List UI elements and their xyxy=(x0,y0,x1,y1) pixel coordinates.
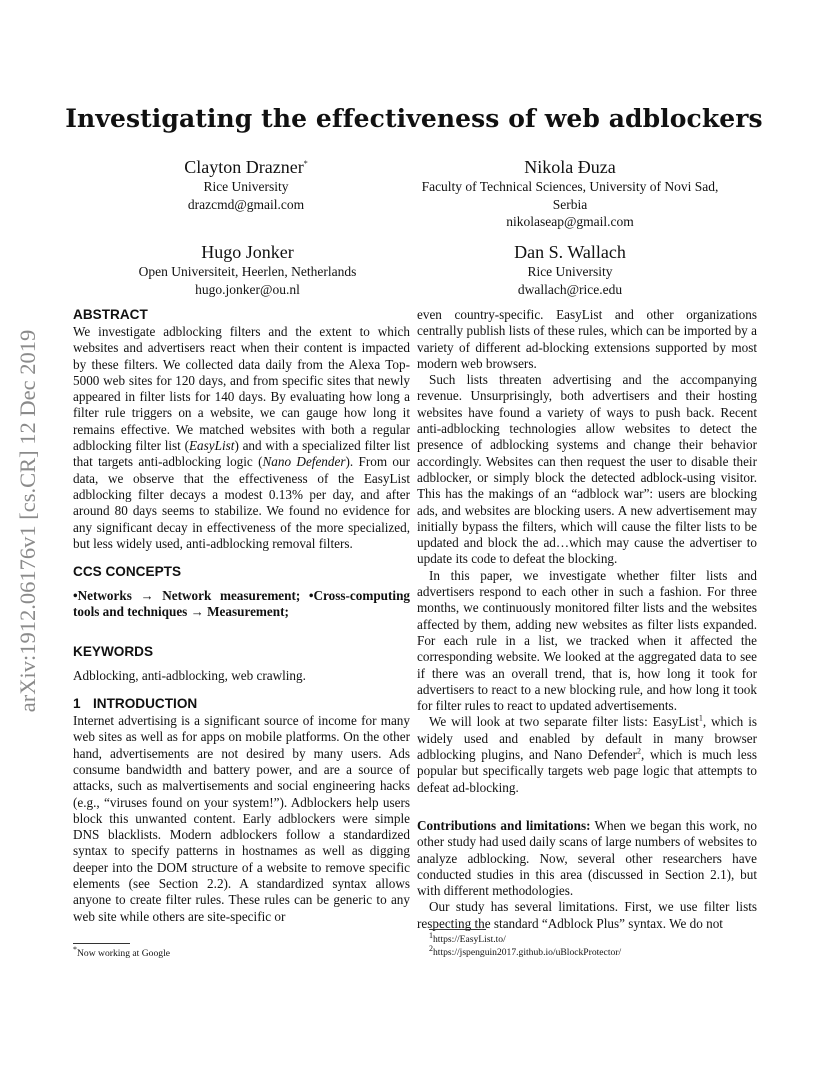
introduction-paragraph: Such lists threaten advertising and the accompanying revenue. Unsurprisingly, both advertisers and their hosting websites have found a variety of ways to push back. Recent anti-adblocking technologies allow websites to detect the presence of adblocking systems and change their behavior accordingly. Websites can then request the user to disable their adblocker, or simply block the detected adblock-using visitor. This has the makings of an “adblock war”: users are blocking ads, and websites are blocking users. A new advertisement may initially bypass the filters, which will cause the filter lists to be updated and block the ad…which may cause the advertiser to update its code to defeat the blocking. xyxy=(417,372,757,567)
footnote-divider xyxy=(73,943,130,944)
footnote-2: $^2$https://jspenguin2017.github.io/uBlockProtector/ xyxy=(429,943,622,958)
introduction-paragraph: In this paper, we investigate whether filter lists and advertisers respond to each other in such a fashion. For three months, we continuously monitored filter lists and the websites affected by them, adding new websites as filter lists expanded. For each rule in a list, we tracked when it affected the corresponding website. We looked at the aggregated data to see if there was an overall trend, that is, how long it took for advertisers to react to a new blocking rule, and how long it took for filter rules to react to updated advertisements. xyxy=(417,567,757,714)
footnote-1: $^1$https://EasyList.to/ xyxy=(429,930,506,945)
right-column xyxy=(417,307,757,932)
author-name: Hugo Jonker xyxy=(201,242,294,262)
author-email: nikolaseap@gmail.com xyxy=(506,214,634,229)
abstract-heading: ABSTRACT xyxy=(73,307,148,322)
arxiv-sidebar xyxy=(7,286,49,756)
author-affiliation: Faculty of Technical Sciences, University of Novi Sad, xyxy=(421,179,719,194)
author-affiliation: Rice University xyxy=(203,179,289,194)
author-name: Nikola Đuza xyxy=(524,157,616,177)
arxiv-identifier: arXiv:1912.06176v1 [cs.CR] 12 Dec 2019 xyxy=(15,329,40,713)
ccs-heading: CCS CONCEPTS xyxy=(73,564,182,580)
author-affiliation-country: Serbia xyxy=(552,196,588,212)
author-block-4 xyxy=(470,241,670,298)
author-affiliation: Open Universiteit, Heerlen, Netherlands xyxy=(138,264,357,279)
abstract-text: We investigate adblocking filters and the extent to which websites and advertisers react when their content is impacted by these filters. We collected data daily from the Alexa Top-5000 web sites for 120 days, and from specific sites that newly appeared in filter lists for 140 days. By evaluating how long a filter rule triggers on a website, we can gauge how long it remains effective. We matched websites with both a regular adblocking filter list (EasyList) and with a specialized filter list that targets anti-adblocking logic (Nano Defender). From our data, we observe that the effectiveness of the EasyList adblocking filter decays a modest 0.13% per day, and after around 80 days seems to stabilize. We found no evidence for any significant decay in effectiveness of the more specialized, but less widely used, anti-adblocking removal filters. xyxy=(73,324,410,551)
keywords-heading: KEYWORDS xyxy=(73,643,154,659)
paper-title: Investigating the effectiveness of web adblockers xyxy=(65,104,763,133)
introduction-paragraph: Internet advertising is a significant source of income for many web sites as well as for apps on mobile platforms. On the other hand, advertisements are not desired by many users. Ads consume bandwidth and battery power, and are a source of attacks, such as malvertisements and social engineering hacks (e.g., “viruses found on your system!”). Adblockers help users block this unwanted content. Early adblockers were simple DNS blacklists. Modern adblockers follow a standardized syntax to specify patterns in hostnames as well as digging deeper into the DOM structure of a website to remove specific elements (see Section 2.2). A standardized syntax allows anyone to create filter rules. These rules can be generic to any web site while others are site-specific or xyxy=(73,713,410,924)
footnote-divider xyxy=(429,929,486,930)
author-name: Dan S. Wallach xyxy=(514,242,626,262)
author-block-1 xyxy=(136,156,356,213)
introduction-paragraph: We will look at two separate filter lists: EasyList$^1$, which is widely used and enabled by default in many browser adblocking plugins, and Nano Defender$^2$, which is much less popular but specifically targets web page logic that attempts to defeat ad-blocking. xyxy=(417,714,758,795)
author-email: drazcmd@gmail.com xyxy=(187,196,305,212)
author-email: hugo.jonker@ou.nl xyxy=(195,281,300,297)
ccs-concepts: •Networks → Network measurement; •Cross-computing tools and techniques → Measurement; xyxy=(73,588,410,620)
nano-defender-italic: Nano Defender xyxy=(262,454,346,470)
left-column xyxy=(73,306,410,925)
footnote-left: *Now working at Google xyxy=(73,944,170,959)
author-block-3 xyxy=(110,241,385,298)
author-affiliation: Rice University xyxy=(527,264,613,279)
contributions-paragraph: Contributions and limitations: When we began this work, no other study had used daily scans of large numbers of websites to analyze adblocking. Now, several other researchers have conducted studies in this area (discussed in Section 2.1), but with different methodologies. xyxy=(417,817,757,899)
contributions-lead: Contributions and limitations: xyxy=(417,817,591,833)
keywords-text: Adblocking, anti-adblocking, web crawling. xyxy=(73,667,306,683)
introduction-heading: 1 INTRODUCTION xyxy=(73,696,198,712)
author-name: Clayton Drazner* xyxy=(184,157,308,177)
easylist-italic: EasyList xyxy=(189,438,235,454)
introduction-paragraph-continued: even country-specific. EasyList and other organizations centrally publish lists of these rules, which can be imported by a variety of different ad-blocking extensions supported by most modern web browsers. xyxy=(417,307,757,371)
contributions-paragraph: Our study has several limitations. First, we use filter lists respecting the standard “Adblock Plus” syntax. We do not xyxy=(417,899,757,931)
author-block-2 xyxy=(410,156,730,231)
author-email: dwallach@rice.edu xyxy=(517,281,623,297)
